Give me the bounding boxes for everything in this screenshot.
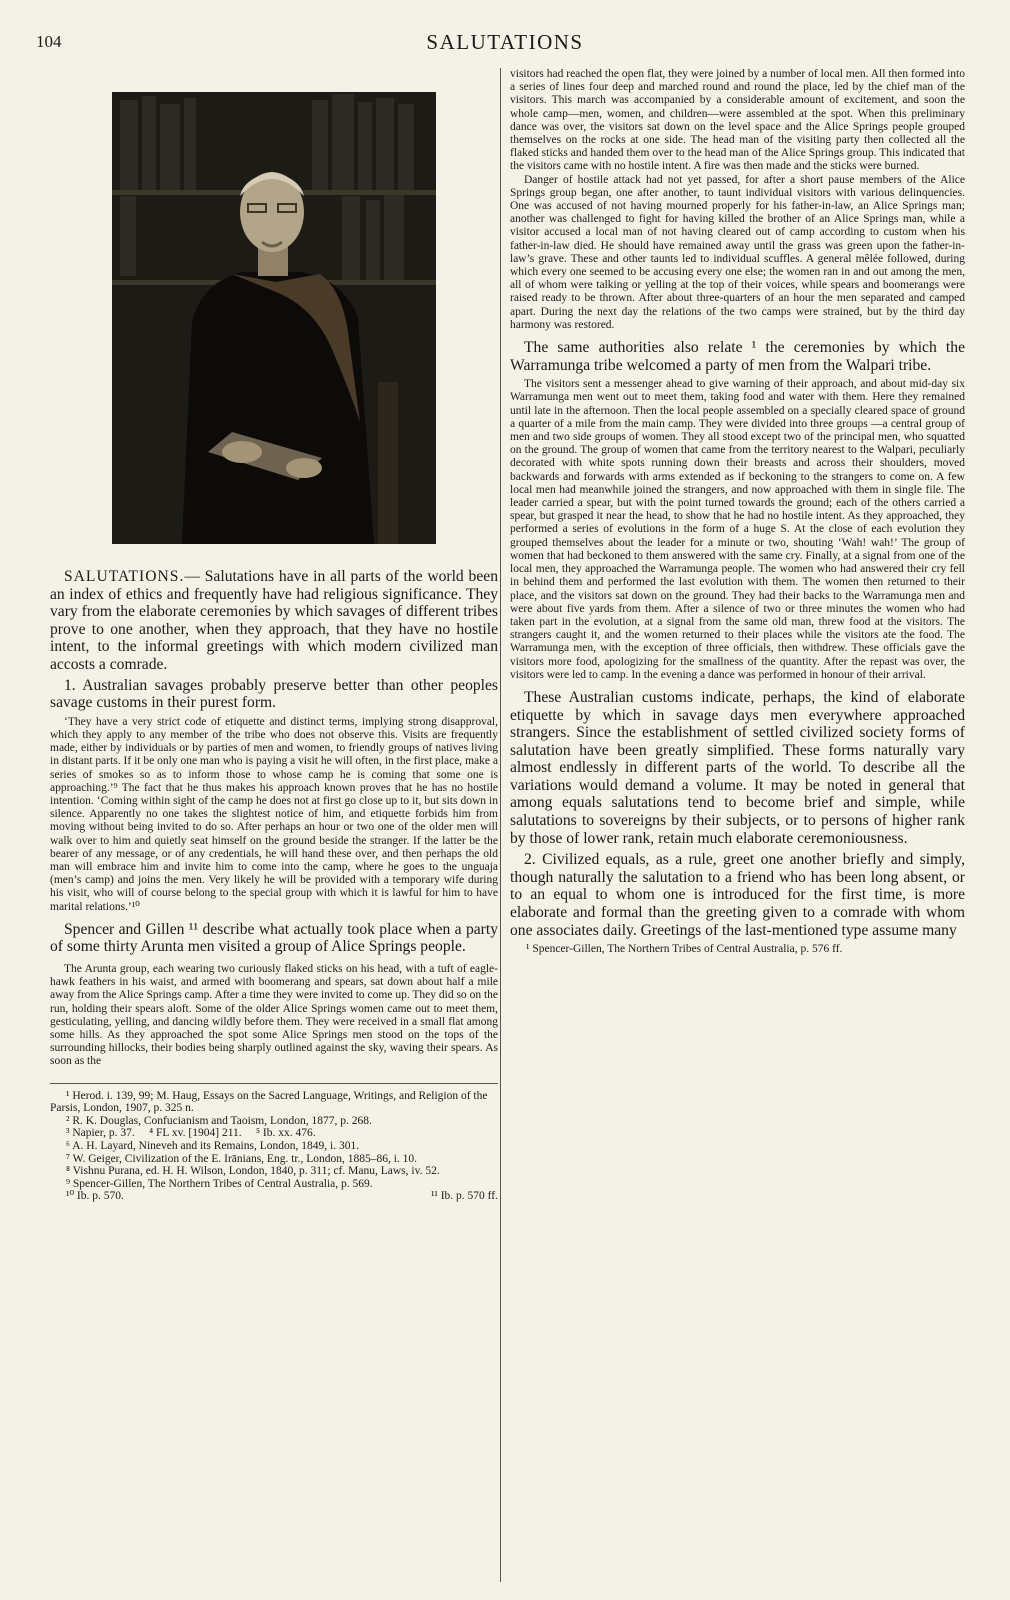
- column-divider: [500, 68, 501, 1582]
- footnotes: [50, 1090, 498, 1203]
- warramunga-paragraph: The same authorities also relate ¹ the ceremonies by which the Warramunga tribe welcomed a party of men from the Walpari tribe.: [510, 339, 965, 374]
- running-title: SALUTATIONS: [426, 30, 584, 54]
- spencer-gillen-paragraph: Spencer and Gillen ¹¹ describe what actually took place when a party of some thirty Arunta men visited a group of Alice Springs people.: [50, 920, 498, 956]
- left-column: [50, 68, 498, 1203]
- footnote: ¹ Herod. i. 139, 99; M. Haug, Essays on the Sacred Language, Writings, and Religion of the Parsis, London, 1907, p. 325 n.: [50, 1089, 488, 1115]
- footnote: ¹⁰ Ib. p. 570.: [66, 1190, 124, 1203]
- section-title: SALUTATIONS.: [64, 568, 185, 585]
- quote-warramunga: The visitors sent a messenger ahead to give warning of their approach, and about mid-day six Warramunga men went out to meet them, taking food and water with them. Here they remained until late in the afternoon. Then the local people assembled on a specially cleared space of ground a quarter of a mile from the main camp. They were divided into three groups —a central group of men and two side groups of women. They all stood except two of the principal men, who squatted on the ground. The group of women that came from the territory nearest to the Walpari, peculiarly decorated with white spots running down their breasts and across their shoulders, moved backwards and forwards with arms extended as if beckoning to the strangers to come on. A few local men had meanwhile joined the strangers, and now approached with them in single file. The leader carried a spear, but with the point turned towards the ground; each of the others carried a spear, but grasped it near the head, to show that he had no hostile intent. As they approached, they performed a series of evolutions in the form of a huge S. At the close of each evolution they grouped themselves about the leader for a minute or two, shouting ‘Wah! wah!’ The group of women that had beckoned to them answered with the same cry. Finally, at a signal from one of the local men, they approached the Warramunga people. The women who had answered their cry fell in behind them and performed the last evolution with them. The women then returned to their place, and the visitors sat down on the ground. They had their backs to the Warramunga men and were about five yards from them. After a silence of two or three minutes the women who had taken part in the evolution, at a signal from the same old man, threw food at the visitors. The strangers caught it, and the women returned to their places while the visitors ate the food. The Warramunga men, with the exception of three officials, then withdrew. These officials gave the visitors more food, apologizing for the smallness of the quantity. After the repast was over, the visitors were led to camp. In the evening a dance was performed in honour of their arrival.: [510, 378, 965, 681]
- page-number: 104: [36, 32, 62, 51]
- footnote-rule: [50, 1083, 498, 1084]
- quote-etiquette: ‘They have a very strict code of etiquette and distinct terms, implying strong disapproval, which they apply to any member of the tribe who does not observe this. Visits are frequently made, either by individuals or by parties of men and women, to friendly groups of natives living in distant parts. If it be only one man who is paying a visit he will often, in the first place, make a series of smokes so as to inform those to whose camp he is coming that some one is approaching.’⁹ The fact that he thus makes his approach known proves that he has no hostile intention. ‘Coming within sight of the camp he does not at first go close up to it, but sits down in silence. Apparently no one takes the slightest notice of him, and etiquette forbids him from moving without being invited to do so. After perhaps an hour or two one of the older men will walk over to him and quietly seat himself on the ground beside the stranger. If the latter be the bearer of any message, or of any credentials, he will hand these over, and then perhaps the old man will embrace him and invite him to come into the camp, where he goes to the unguaja (men’s camp) and joins the men. Very likely he will be provided with a temporary wife during his visit, who will of course belong to the special group with which it is lawful for him to have marital relations.’¹⁰: [50, 715, 498, 913]
- quote-arunta-taunts: Danger of hostile attack had not yet passed, for after a short pause members of the Alice Springs group began, one after another, to taunt individual visitors with various delinquencies. One was accused of not having mourned properly for his father-in-law, an Alice Springs man; another was challenged to fight for having killed the brother of an Alice Springs man, while a visitor accused a local man of not having cleared out of camp according to custom when his father-in-law died. He should have remained away until the grass was green upon the father-in-law’s grave. These and other taunts led to individual scuffles. A general mêlée followed, during which every one seemed to be accusing every one else; the women ran in and out among the men, all of whom were talking or yelling at the top of their voices, while spears and boomerangs were raised ready to be thrown. After about three-quarters of an hour the men separated and camped apart. During the next day the relations of the two camps were strained, but by the third day harmony was restored.: [510, 173, 965, 331]
- section2-paragraph: 2. Civilized equals, as a rule, greet one another briefly and simply, though naturally the salutation to a friend who has been long absent, or to an equal to whom one is introduced for the first time, is more elaborate and formal than the greeting given to a comrade with whom one associates daily. Greetings of the last-mentioned type assume many: [510, 851, 965, 939]
- footnote: ⁷ W. Geiger, Civilization of the E. Irānians, Eng. tr., London, 1885–86, i. 10.: [66, 1152, 418, 1165]
- footnote-row: [50, 1190, 498, 1203]
- quote-arunta: The Arunta group, each wearing two curiously flaked sticks on his head, with a tuft of eagle-hawk feathers in his waist, and armed with boomerang and spears, sat down about half a mile away from the Alice Springs camp. After a time they were invited to come up. They did so on the run, holding their spears aloft. Some of the older Alice Springs women came out to meet them, gesticulating, yelling, and dancing wildly before them. They were received in a small flat among some hills. As they approached the spot some Alice Springs men stood on the tops of the surrounding hillocks, their bodies being sharply outlined against the sky, waving their spears. As soon as the: [50, 962, 498, 1068]
- quote-arunta-continued: visitors had reached the open flat, they were joined by a number of local men. All then formed into a series of lines four deep and marched round and round the place, led by the chief man of the visitors. This march was accompanied by a considerable amount of excitement, and soon the whole camp—men, women, and children—were assembled at the spot. When this preliminary dance was over, the visitors sat down on the level space and the Alice Springs people grouped themselves on the rocks at one side. The head man of the visiting party then collected all the flaked sticks and handed them over to the head man of the Alice Springs group. This indicated that the visitors came with no hostile intent. A fire was then made and the sticks were burned.: [510, 68, 965, 173]
- footnote: ³ Napier, p. 37. ⁴ FL xv. [1904] 211. ⁵ Ib. xx. 476.: [66, 1127, 316, 1140]
- footnote: ⁸ Vishnu Purana, ed. H. H. Wilson, London, 1840, p. 311; cf. Manu, Laws, iv. 52.: [66, 1165, 440, 1178]
- intro-text: — Salutations have in all parts of the world been an index of ethics and frequently have had religious significance. They vary from the elaborate ceremonies by which savages of different tribes prove to one another, when they approach, that they have no hostile intent, to the informal greetings with which modern civilized man accosts a comrade.: [50, 568, 498, 673]
- customs-paragraph: These Australian customs indicate, perhaps, the kind of elaborate etiquette by which in savage days men everywhere approached strangers. Since the establishment of settled civilized society forms of salutation have been greatly simplified. These forms naturally vary almost endlessly in different parts of the world. To describe all the variations would demand a volume. It may be noted in general that among equals salutations tend to become brief and simple, while salutations to sovereigns by their subjects, or to persons of higher rank by those of lower rank, retain much elaborate ceremoniousness.: [510, 688, 965, 847]
- section1-heading: 1. Australian savages probably preserve better than other peoples savage customs in their purest form.: [50, 676, 498, 712]
- salutations-intro: [50, 568, 498, 674]
- portrait-photo: [112, 92, 436, 544]
- footnote: ¹ Spencer-Gillen, The Northern Tribes of Central Australia, p. 576 ff.: [526, 943, 843, 956]
- footnote: ⁹ Spencer-Gillen, The Northern Tribes of Central Australia, p. 569.: [66, 1177, 373, 1190]
- portrait-illustration: [112, 92, 436, 544]
- footnote: ⁶ A. H. Layard, Nineveh and its Remains, London, 1849, i. 301.: [66, 1139, 360, 1152]
- page-header: [0, 30, 1010, 60]
- footnote: ² R. K. Douglas, Confucianism and Taoism, London, 1877, p. 268.: [66, 1114, 372, 1127]
- footnote: ¹¹ Ib. p. 570 ff.: [430, 1190, 498, 1203]
- right-column: [510, 68, 965, 956]
